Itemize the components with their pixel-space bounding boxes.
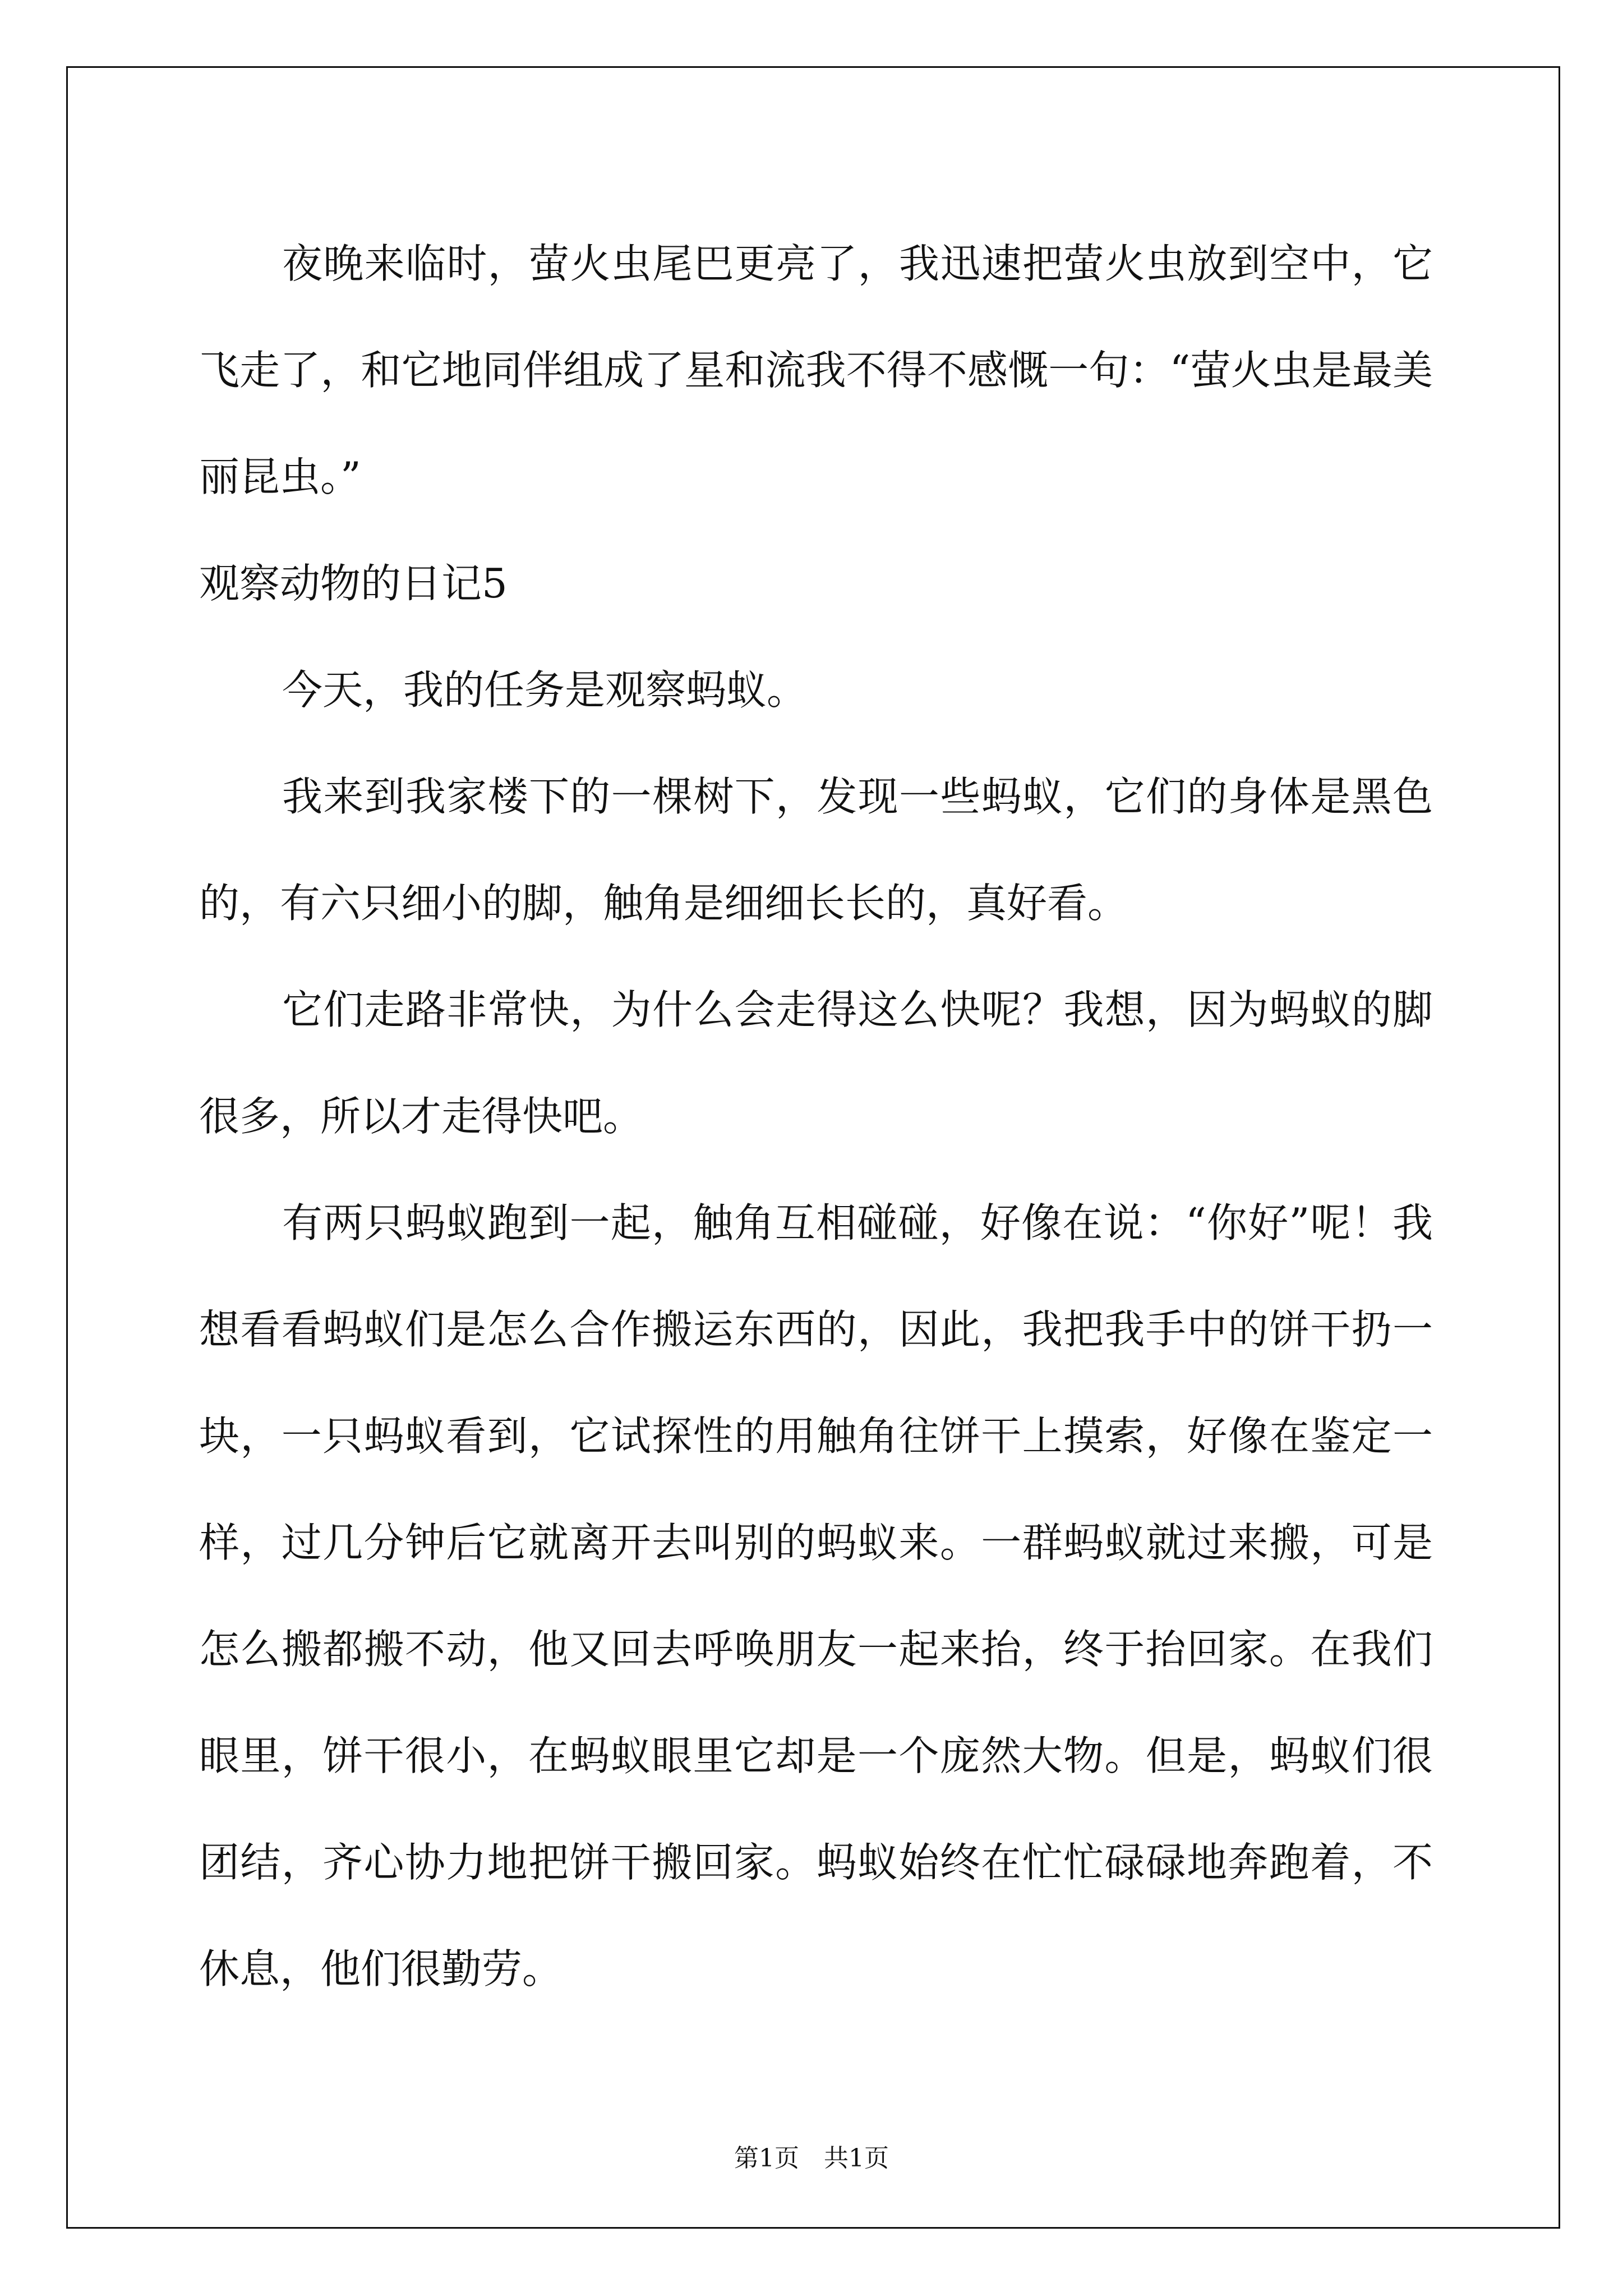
paragraph-ant-cooperation: 有两只蚂蚁跑到一起，触角互相碰碰，好像在说：“你好”呢！我想看看蚂蚁们是怎么合作搬运东西的，因此，我把我手中的饼干扔一块，一只蚂蚁看到，它试探性的用触角往饼干上摸索，好像在鉴定一样，过几分钟后它就离开去叫别的蚂蚁来。一群蚂蚁就过来搬，可是怎么搬都搬不动，他又回去呼唤朋友一起来抬，终于抬回家。在我们眼里，饼干很小，在蚂蚁眼里它却是一个庞然大物。但是，蚂蚁们很团结，齐心协力地把饼干搬回家。蚂蚁始终在忙忙碌碌地奔跑着，不休息，他们很勤劳。: [199, 1199, 1433, 1993]
section-heading: 观察动物的日记5: [199, 560, 508, 607]
document-body: [199, 210, 1433, 2022]
paragraph-fireflies: 夜晚来临时，萤火虫尾巴更亮了，我迅速把萤火虫放到空中，它飞走了，和它地同伴组成了星和流我不得不感慨一句：“萤火虫是最美丽昆虫。”: [199, 240, 1433, 500]
paragraph-task: 今天，我的任务是观察蚂蚁。: [282, 666, 808, 714]
paragraph-ant-description: 我来到我家楼下的一棵树下，发现一些蚂蚁，它们的身体是黑色的，有六只细小的脚，触角是细细长长的，真好看。: [199, 773, 1433, 927]
paragraph-ant-speed: 它们走路非常快，为什么会走得这么快呢？我想，因为蚂蚁的脚很多，所以才走得快吧。: [199, 986, 1433, 1140]
page-number-footer: 第1页 共1页: [734, 2144, 889, 2173]
